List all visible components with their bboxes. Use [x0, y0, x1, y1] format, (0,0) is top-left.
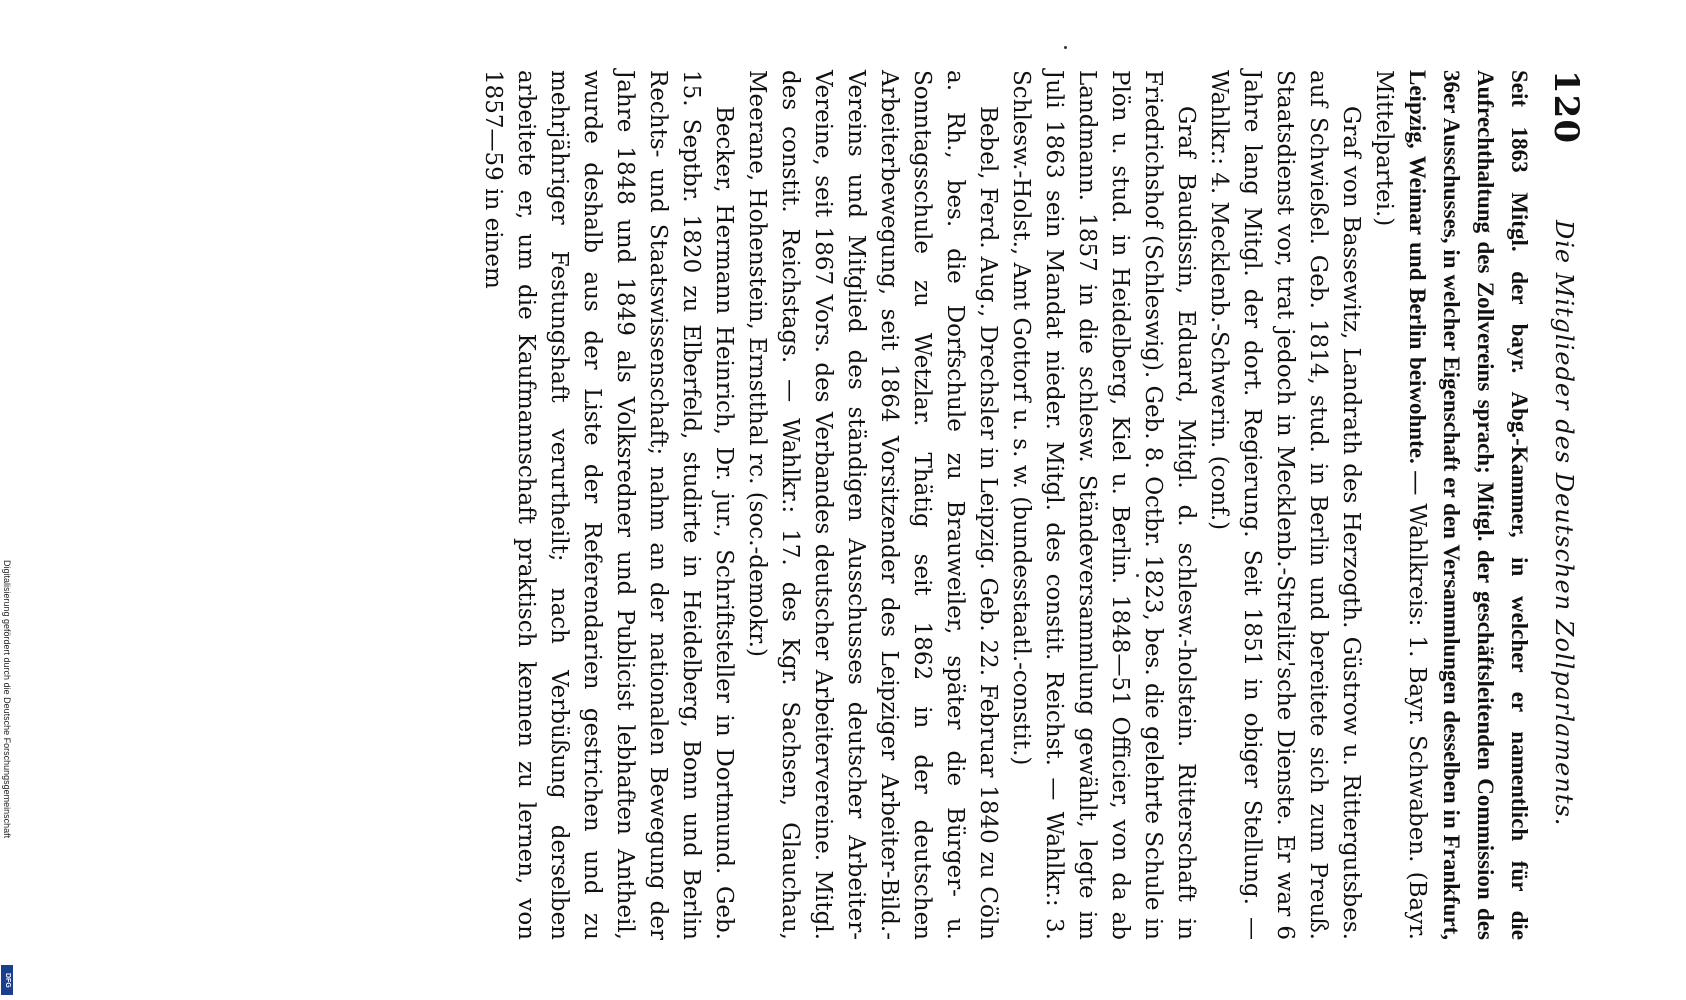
- paragraph-text: Becker, Hermann Heinrich, Dr. jur., Schriftsteller in Dortmund. Geb. 15. Septbr. 1820 zu Elberfeld, studirte in Heidelberg, Bonn und Berlin Rechts- und Staatswissenschaft; nahm an der nationalen Bewegung der Jahre 1848 und 1849 als Volksredner und Publicist lebhaften Antheil, wurde deshalb aus der Liste der Referendarien gestrichen und zu mehrjähriger Festungshaft verurtheilt; nach Verbüßung derselben arbeitete er, um die Kaufmannschaft praktisch kennen zu lernen, von 1857—59 in einem: [480, 70, 737, 940]
- paragraph-continuation: [1367, 70, 1536, 940]
- running-head-title: Die Mitglieder des Deutschen Zollparlaments.: [1550, 220, 1578, 827]
- body-text: [476, 70, 1536, 940]
- paragraph-text: Graf Baudissin, Eduard, Mitgl. d. schlesw.-holstein. Ritterschaft in Friedrichshof (Schleswig). Geb. 8. Octbr. 1823, bes. die gelehrte Schule in Plön u. stud. in Heidelberg, Kiel u. Berlin. 1848—51 Officier, von da ab Landmann. 1857 in die schlesw. Ständeversammlung gewählt, legte im Juli 1863 sein Mandat nieder. Mitgl. des constit. Reichst. — Wahlkr.: 3. Schlesw.-Holst., Amt Gottorf u. s. w. (bundesstaatl.-constit.): [1008, 70, 1199, 940]
- book-page: [480, 70, 1586, 940]
- paragraph-text: Graf von Bassewitz, Landrath des Herzogth. Güstrow u. Rittergutsbes. auf Schwießel. Geb. 1814, stud. in Berlin und bereitete sich zum Preuß. Staatsdienst vor, trat jedoch in Mecklenb.-Strelitz'sche Dienste. Er war 6 Jahre lang Mitgl. der dort. Regierung. Seit 1851 in obiger Stellung. — Wahlkr.: 4. Mecklenb.-Schwerin. (conf.): [1206, 70, 1364, 940]
- scan-speck: [1064, 46, 1067, 49]
- dfg-logo: DFG: [1, 965, 13, 995]
- entry-bassewitz: [1202, 70, 1367, 940]
- paragraph-text: Bebel, Ferd. Aug., Drechsler in Leipzig. Geb. 22. Februar 1840 zu Cöln a. Rh., bes. die Dorfschule zu Brauweiler, später die Bürger- u. Sonntagsschule zu Wetzlar. Thätig seit 1862 in der deutschen Arbeiterbewegung, seit 1864 Vorsitzender des Leipziger Arbeiter-Bild.-Vereins und Mitglied des ständigen Ausschusses deutscher Arbeiter-Vereine, seit 1867 Vors. des Verbandes deutscher Arbeitervereine. Mitgl. des constit. Reichstags. — Wahlkr.: 17. des Kgr. Sachsen, Glauchau, Meerane, Hohenstein, Ernstthal rc. (soc.-demokr.): [744, 70, 1001, 940]
- entry-bebel: [740, 70, 1004, 940]
- digitization-note: [0, 560, 14, 1000]
- digitization-note-text: Digitalisierung gefördert durch die Deutsche Forschungsgemeinschaft: [2, 560, 12, 839]
- page-number: 120: [1546, 70, 1586, 144]
- paragraph-lead: Seit 1863 Mitgl. der bayr. Abg.-Kammer, in welcher er namentlich für die Aufrechthaltung des Zollvereins sprach; Mitgl. der geschäftsleitenden Commission des 36er Ausschusses, in welcher Eigenschaft er den Versammlungen desselben in Frankfurt, Leipzig, Weimar und Berlin beiwohnte. —: [1405, 70, 1532, 940]
- paragraph-text: Wahlkreis: 1. Bayr. Schwaben. (Bayr. Mittelpartei.): [1371, 70, 1430, 940]
- running-head: [1546, 70, 1586, 940]
- scan-speck: [1136, 574, 1139, 577]
- entry-baudissin: [1004, 70, 1202, 940]
- entry-becker: [476, 70, 740, 940]
